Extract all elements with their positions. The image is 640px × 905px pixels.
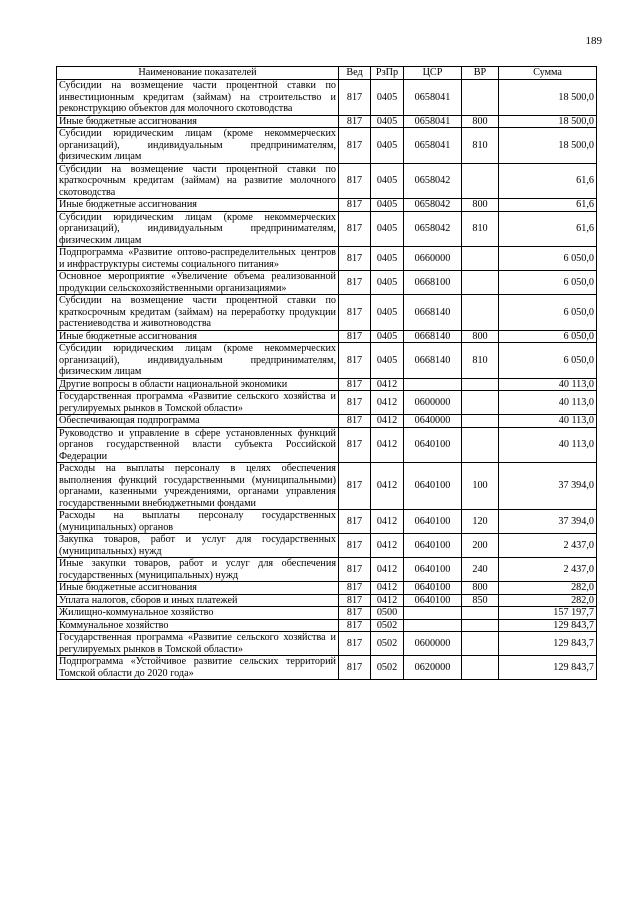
row-vr <box>462 391 499 415</box>
row-sum: 6 050,0 <box>499 295 597 331</box>
row-sum: 6 050,0 <box>499 330 597 343</box>
row-name: Иные бюджетные ассигнования <box>57 199 339 212</box>
row-rzpr: 0405 <box>371 199 404 212</box>
row-rzpr: 0412 <box>371 510 404 534</box>
row-vr: 800 <box>462 582 499 595</box>
row-rzpr: 0412 <box>371 378 404 391</box>
row-name: Коммунальное хозяйство <box>57 619 339 632</box>
row-name: Государственная программа «Развитие сельского хозяйства и регулируемых рынков в Томской области» <box>57 632 339 656</box>
row-ved: 817 <box>339 271 371 295</box>
table-row <box>57 330 597 343</box>
row-ved: 817 <box>339 582 371 595</box>
table-row <box>57 343 597 379</box>
row-vr: 120 <box>462 510 499 534</box>
header-csr: ЦСР <box>404 67 462 80</box>
table-row <box>57 558 597 582</box>
row-csr <box>404 619 462 632</box>
row-rzpr: 0500 <box>371 607 404 620</box>
row-vr: 200 <box>462 534 499 558</box>
row-vr <box>462 378 499 391</box>
table-row <box>57 271 597 295</box>
row-sum: 6 050,0 <box>499 247 597 271</box>
row-csr: 0668140 <box>404 295 462 331</box>
row-rzpr: 0405 <box>371 163 404 199</box>
row-ved: 817 <box>339 594 371 607</box>
table-row <box>57 534 597 558</box>
header-row <box>57 67 597 80</box>
row-csr: 0640100 <box>404 582 462 595</box>
row-csr: 0658041 <box>404 128 462 164</box>
row-csr <box>404 607 462 620</box>
row-name: Расходы на выплаты персоналу в целях обеспечения выполнения функций государственными (муниципальными) органами, казенными учреждениями, органами управления государственными внебюджетными фондами <box>57 463 339 510</box>
row-vr: 240 <box>462 558 499 582</box>
row-vr <box>462 295 499 331</box>
row-ved: 817 <box>339 115 371 128</box>
row-sum: 40 113,0 <box>499 391 597 415</box>
row-csr: 0658041 <box>404 115 462 128</box>
row-sum: 61,6 <box>499 163 597 199</box>
row-ved: 817 <box>339 463 371 510</box>
row-rzpr: 0412 <box>371 582 404 595</box>
row-name: Иные бюджетные ассигнования <box>57 330 339 343</box>
table-row <box>57 582 597 595</box>
row-ved: 817 <box>339 558 371 582</box>
row-ved: 817 <box>339 330 371 343</box>
row-csr: 0640100 <box>404 463 462 510</box>
row-name: Иные закупки товаров, работ и услуг для обеспечения государственных (муниципальных) нужд <box>57 558 339 582</box>
table-row <box>57 115 597 128</box>
row-name: Жилищно-коммунальное хозяйство <box>57 607 339 620</box>
header-vr: ВР <box>462 67 499 80</box>
row-csr: 0640100 <box>404 594 462 607</box>
budget-table <box>56 66 597 680</box>
row-sum: 2 437,0 <box>499 534 597 558</box>
row-vr <box>462 656 499 680</box>
row-rzpr: 0405 <box>371 295 404 331</box>
table-header <box>57 67 597 80</box>
row-csr: 0660000 <box>404 247 462 271</box>
row-name: Закупка товаров, работ и услуг для государственных (муниципальных) нужд <box>57 534 339 558</box>
row-ved: 817 <box>339 415 371 428</box>
row-csr: 0640100 <box>404 534 462 558</box>
row-vr: 810 <box>462 211 499 247</box>
row-ved: 817 <box>339 128 371 164</box>
row-ved: 817 <box>339 534 371 558</box>
table-row <box>57 247 597 271</box>
table-row <box>57 510 597 534</box>
row-sum: 18 500,0 <box>499 115 597 128</box>
row-vr <box>462 632 499 656</box>
table-row <box>57 199 597 212</box>
row-ved: 817 <box>339 295 371 331</box>
row-name: Подпрограмма «Устойчивое развитие сельских территорий Томской области до 2020 года» <box>57 656 339 680</box>
row-rzpr: 0502 <box>371 656 404 680</box>
table-row <box>57 295 597 331</box>
row-sum: 40 113,0 <box>499 378 597 391</box>
row-sum: 40 113,0 <box>499 427 597 463</box>
table-row <box>57 391 597 415</box>
row-ved: 817 <box>339 619 371 632</box>
row-sum: 2 437,0 <box>499 558 597 582</box>
row-vr: 810 <box>462 128 499 164</box>
row-rzpr: 0502 <box>371 632 404 656</box>
row-name: Иные бюджетные ассигнования <box>57 582 339 595</box>
table-row <box>57 211 597 247</box>
row-vr: 850 <box>462 594 499 607</box>
row-sum: 61,6 <box>499 199 597 212</box>
row-rzpr: 0412 <box>371 534 404 558</box>
row-vr <box>462 80 499 116</box>
table-row <box>57 463 597 510</box>
row-vr <box>462 271 499 295</box>
row-sum: 37 394,0 <box>499 510 597 534</box>
header-name: Наименование показателей <box>57 67 339 80</box>
table-row <box>57 427 597 463</box>
table-row <box>57 378 597 391</box>
row-rzpr: 0405 <box>371 330 404 343</box>
row-name: Подпрограмма «Развитие оптово-распределительных центров и инфраструктуры системы социального питания» <box>57 247 339 271</box>
row-sum: 61,6 <box>499 211 597 247</box>
row-vr <box>462 619 499 632</box>
row-csr: 0640000 <box>404 415 462 428</box>
row-vr: 800 <box>462 115 499 128</box>
row-vr: 810 <box>462 343 499 379</box>
row-sum: 18 500,0 <box>499 80 597 116</box>
header-ved: Вед <box>339 67 371 80</box>
row-csr: 0640100 <box>404 510 462 534</box>
row-ved: 817 <box>339 607 371 620</box>
row-ved: 817 <box>339 510 371 534</box>
row-rzpr: 0502 <box>371 619 404 632</box>
table-row <box>57 594 597 607</box>
row-sum: 37 394,0 <box>499 463 597 510</box>
table-row <box>57 80 597 116</box>
row-sum: 6 050,0 <box>499 343 597 379</box>
table-row <box>57 128 597 164</box>
row-csr: 0600000 <box>404 632 462 656</box>
row-vr <box>462 607 499 620</box>
row-ved: 817 <box>339 427 371 463</box>
row-vr <box>462 415 499 428</box>
row-ved: 817 <box>339 378 371 391</box>
row-rzpr: 0412 <box>371 558 404 582</box>
row-ved: 817 <box>339 391 371 415</box>
row-sum: 6 050,0 <box>499 271 597 295</box>
row-csr: 0668100 <box>404 271 462 295</box>
row-rzpr: 0412 <box>371 463 404 510</box>
row-ved: 817 <box>339 632 371 656</box>
row-sum: 282,0 <box>499 594 597 607</box>
row-sum: 129 843,7 <box>499 619 597 632</box>
row-vr: 800 <box>462 330 499 343</box>
row-rzpr: 0405 <box>371 271 404 295</box>
row-ved: 817 <box>339 211 371 247</box>
row-csr: 0640100 <box>404 558 462 582</box>
row-csr: 0620000 <box>404 656 462 680</box>
row-sum: 40 113,0 <box>499 415 597 428</box>
row-name: Расходы на выплаты персоналу государственных (муниципальных) органов <box>57 510 339 534</box>
row-sum: 18 500,0 <box>499 128 597 164</box>
row-vr: 100 <box>462 463 499 510</box>
row-rzpr: 0412 <box>371 391 404 415</box>
table-row <box>57 632 597 656</box>
row-ved: 817 <box>339 199 371 212</box>
table-row <box>57 619 597 632</box>
row-name: Другие вопросы в области национальной экономики <box>57 378 339 391</box>
row-name: Уплата налогов, сборов и иных платежей <box>57 594 339 607</box>
row-name: Иные бюджетные ассигнования <box>57 115 339 128</box>
row-sum: 129 843,7 <box>499 656 597 680</box>
row-csr: 0668140 <box>404 330 462 343</box>
row-ved: 817 <box>339 163 371 199</box>
row-vr <box>462 163 499 199</box>
row-ved: 817 <box>339 343 371 379</box>
row-name: Обеспечивающая подпрограмма <box>57 415 339 428</box>
table-body <box>57 80 597 680</box>
row-name: Основное мероприятие «Увеличение объема реализованной продукции сельскохозяйственными организациями» <box>57 271 339 295</box>
row-rzpr: 0405 <box>371 80 404 116</box>
row-vr <box>462 247 499 271</box>
row-rzpr: 0412 <box>371 415 404 428</box>
row-name: Субсидии на возмещение части процентной ставки по краткосрочным кредитам (займам) на развитие молочного скотоводства <box>57 163 339 199</box>
row-csr: 0658042 <box>404 163 462 199</box>
table-row <box>57 163 597 199</box>
table-row <box>57 415 597 428</box>
row-sum: 129 843,7 <box>499 632 597 656</box>
table-row <box>57 607 597 620</box>
row-csr: 0640100 <box>404 427 462 463</box>
row-name: Субсидии на возмещение части процентной ставки по инвестиционным кредитам (займам) на строительство и реконструкцию объектов для молочного скотоводства <box>57 80 339 116</box>
row-name: Субсидии юридическим лицам (кроме некоммерческих организаций), индивидуальным предпринимателям, физическим лицам <box>57 343 339 379</box>
row-csr: 0658042 <box>404 211 462 247</box>
header-sum: Сумма <box>499 67 597 80</box>
row-sum: 282,0 <box>499 582 597 595</box>
row-vr: 800 <box>462 199 499 212</box>
row-rzpr: 0412 <box>371 427 404 463</box>
page-number: 189 <box>585 35 602 47</box>
row-ved: 817 <box>339 656 371 680</box>
row-name: Субсидии на возмещение части процентной ставки по краткосрочным кредитам (займам) на переработку продукции растениеводства и животноводства <box>57 295 339 331</box>
row-rzpr: 0405 <box>371 115 404 128</box>
row-rzpr: 0405 <box>371 343 404 379</box>
row-ved: 817 <box>339 80 371 116</box>
header-rzpr: РзПр <box>371 67 404 80</box>
row-name: Субсидии юридическим лицам (кроме некоммерческих организаций), индивидуальным предпринимателям, физическим лицам <box>57 128 339 164</box>
row-name: Руководство и управление в сфере установленных функций органов государственной власти субъекта Российской Федерации <box>57 427 339 463</box>
row-vr <box>462 427 499 463</box>
row-rzpr: 0412 <box>371 594 404 607</box>
row-rzpr: 0405 <box>371 211 404 247</box>
row-csr: 0600000 <box>404 391 462 415</box>
row-csr: 0668140 <box>404 343 462 379</box>
row-csr: 0658042 <box>404 199 462 212</box>
row-ved: 817 <box>339 247 371 271</box>
row-rzpr: 0405 <box>371 128 404 164</box>
row-rzpr: 0405 <box>371 247 404 271</box>
row-sum: 157 197,7 <box>499 607 597 620</box>
row-csr <box>404 378 462 391</box>
table-row <box>57 656 597 680</box>
row-name: Субсидии юридическим лицам (кроме некоммерческих организаций), индивидуальным предпринимателям, физическим лицам <box>57 211 339 247</box>
row-csr: 0658041 <box>404 80 462 116</box>
row-name: Государственная программа «Развитие сельского хозяйства и регулируемых рынков в Томской области» <box>57 391 339 415</box>
